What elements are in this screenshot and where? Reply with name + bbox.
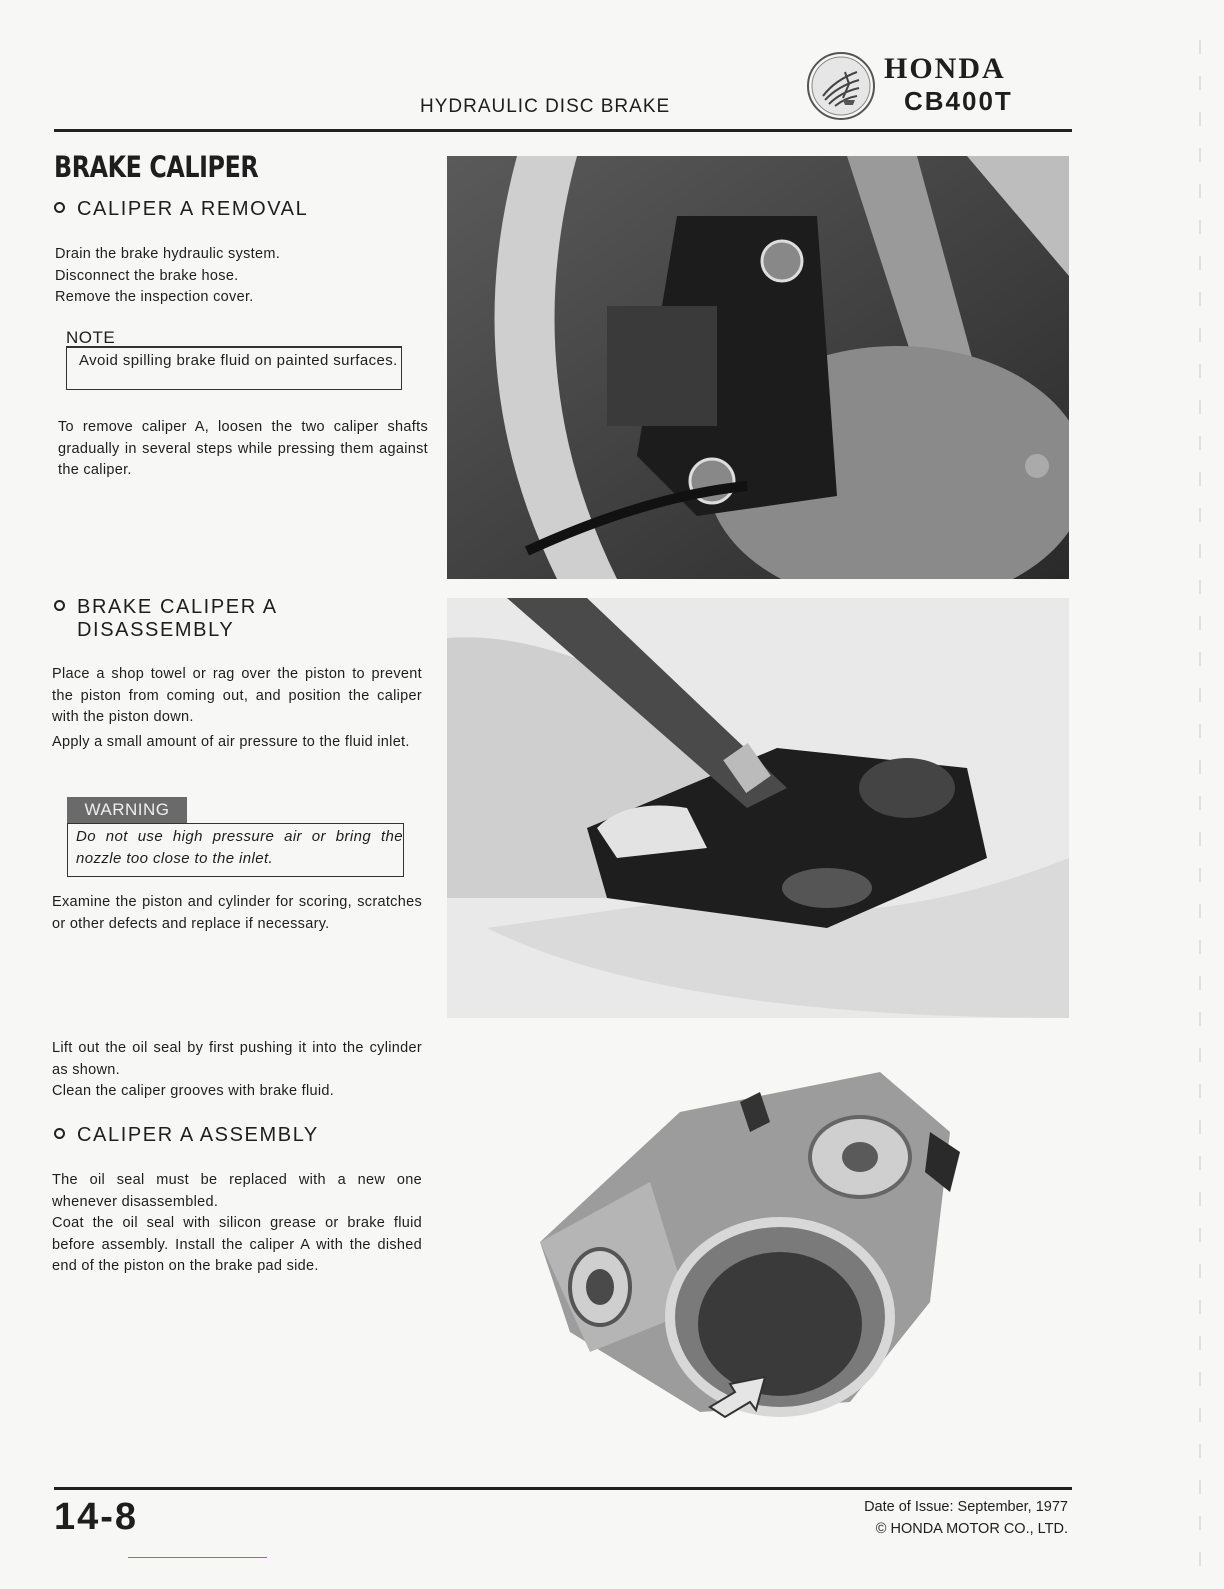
oil-seal-paragraph: Lift out the oil seal by first pushing it into the cylinder as shown. — [52, 1040, 422, 1078]
note-box: Avoid spilling brake fluid on painted surfaces. — [66, 346, 402, 390]
oil-seal-paragraph: Clean the caliper grooves with brake fluid. — [52, 1083, 335, 1099]
note-label: NOTE — [66, 328, 116, 347]
section-header: HYDRAULIC DISC BRAKE — [420, 96, 671, 117]
piston-removal-photo — [447, 598, 1069, 1018]
oil-seal-text — [52, 1038, 422, 1103]
removal-step: Drain the brake hydraulic system. — [55, 246, 281, 262]
assembly-text — [52, 1170, 422, 1278]
warning-label: WARNING — [67, 797, 187, 823]
assembly-paragraph: The oil seal must be replaced with a new one whenever disassembled. — [52, 1172, 422, 1210]
assembly-heading: CALIPER A ASSEMBLY — [54, 1124, 319, 1147]
footer-rule — [54, 1487, 1072, 1490]
honda-wing-logo-icon — [805, 50, 877, 122]
removal-step: Remove the inspection cover. — [55, 289, 254, 305]
disassembly-paragraph: Apply a small amount of air pressure to the fluid inlet. — [52, 733, 410, 750]
brand-name: HONDA — [884, 52, 1006, 85]
bullet-icon — [54, 202, 65, 213]
disassembly-text — [52, 664, 422, 753]
assembly-paragraph: Coat the oil seal with silicon grease or brake fluid before assembly. Install the caliper A with the dished end of the piston on the brake pad side. — [52, 1215, 422, 1274]
bullet-icon — [54, 1128, 65, 1139]
disassembly-heading: BRAKE CALIPER A DISASSEMBLY — [54, 596, 278, 642]
caliper-body-photo — [530, 1062, 966, 1424]
issue-date: Date of Issue: September, 1977 — [864, 1499, 1068, 1515]
page-title: BRAKE CALIPER — [54, 150, 259, 184]
disassembly-paragraph: Place a shop towel or rag over the piston to prevent the piston from coming out, and position the caliper with the piston down. — [52, 666, 422, 725]
warning-box: Do not use high pressure air or bring the nozzle too close to the inlet. — [67, 823, 404, 877]
removal-step: Disconnect the brake hose. — [55, 267, 239, 284]
model-name: CB400T — [904, 86, 1013, 116]
page-edge-marks — [1196, 0, 1206, 1584]
issue-info — [816, 1496, 1068, 1540]
examine-text: Examine the piston and cylinder for scoring, scratches or other defects and replace if necessary. — [52, 894, 422, 932]
header-rule — [54, 129, 1072, 132]
removal-heading: CALIPER A REMOVAL — [54, 198, 308, 221]
bullet-icon — [54, 600, 65, 611]
removal-steps — [55, 244, 425, 309]
caliper-on-wheel-photo — [447, 156, 1069, 579]
page-number: 14-8 — [54, 1496, 139, 1538]
hyperlink-underline[interactable] — [128, 1557, 267, 1558]
copyright: © HONDA MOTOR CO., LTD. — [875, 1521, 1068, 1537]
removal-instruction: To remove caliper A, loosen the two caliper shafts gradually in several steps while pressing them against the caliper. — [58, 419, 428, 478]
